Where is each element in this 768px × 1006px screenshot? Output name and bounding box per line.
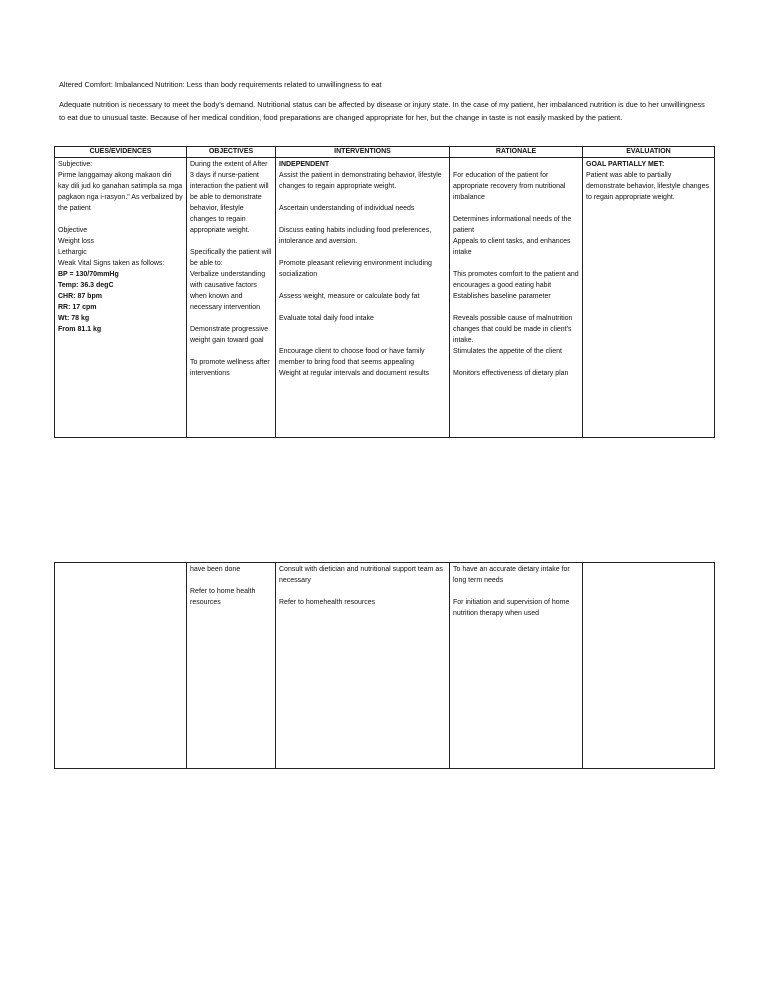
subjective-text: Pirme langgamay akong makaon diri kay dili jud ko ganahan satimpla sa mga pagkaon nga i-rasyon." As verbalized by the patient (58, 172, 183, 212)
rationale-8: Monitors effectiveness of dietary plan (453, 370, 569, 377)
intervention-7: Encourage client to choose food or have family member to bring food that seems appealing (279, 348, 425, 366)
header-evaluation: EVALUATION (583, 147, 715, 158)
rationale-cont-1: To have an accurate dietary intake for long term needs (453, 566, 570, 584)
vitals-intro: Weak Vital Signs taken as follows: (58, 260, 165, 267)
intervention-5: Assess weight, measure or calculate body fat (279, 293, 420, 300)
evaluation-cell (583, 158, 715, 438)
cues-cell-continued (55, 563, 187, 769)
objective-demonstrate: Demonstrate progressive weight gain toward goal (190, 326, 269, 344)
care-plan-table (54, 146, 715, 438)
objective-promote: To promote wellness after interventions (190, 359, 270, 377)
intervention-cont-2: Refer to homehealth resources (279, 599, 376, 606)
intervention-4: Promote pleasant relieving environment including socialization (279, 260, 432, 278)
vital-temp: Temp: 36.3 degC (58, 282, 114, 289)
cue-lethargic: Lethargic (58, 249, 87, 256)
rationale-7: Stimulates the appetite of the client (453, 348, 562, 355)
rationale-3: Appeals to client tasks, and enhances intake (453, 238, 571, 256)
table-row (55, 158, 715, 438)
rationale-1: For education of the patient for appropriate recovery from nutritional imbalance (453, 172, 566, 201)
intervention-3: Discuss eating habits including food preferences, intolerance and aversion. (279, 227, 432, 245)
vital-bp: BP = 130/70mmHg (58, 271, 119, 278)
intervention-1: Assist the patient in demonstrating behavior, lifestyle changes to regain appropriate weight. (279, 172, 442, 190)
header-cues: CUES/EVIDENCES (55, 147, 187, 158)
objective-cont-1: have been done (190, 566, 241, 573)
header-interventions: INTERVENTIONS (276, 147, 450, 158)
rationale-cell-continued (450, 563, 583, 769)
rationale-cell (450, 158, 583, 438)
rationale-5: Establishes baseline parameter (453, 293, 551, 300)
cues-cell (55, 158, 187, 438)
evaluation-cell-continued (583, 563, 715, 769)
rationale-2: Determines informational needs of the patient (453, 216, 572, 234)
interventions-independent: INDEPENDENT (279, 161, 330, 168)
objective-verbalize: Verbalize understanding with causative factors when known and necessary intervention (190, 271, 266, 311)
objective-specific: Specifically the patient will be able to: (190, 249, 272, 267)
header-rationale: RATIONALE (450, 147, 583, 158)
evaluation-label: GOAL PARTIALLY MET: (586, 161, 665, 168)
objective-main: During the extent of After 3 days if nurse-patient interaction the patient will be able to demonstrate behavior, lifestyle changes to regain appropriate weight. (190, 161, 269, 234)
interventions-cell-continued (276, 563, 450, 769)
interventions-cell (276, 158, 450, 438)
objective-label: Objective (58, 227, 88, 234)
table-header-row (55, 147, 715, 158)
header-objectives: OBJECTIVES (187, 147, 276, 158)
care-plan-title: Altered Comfort: Imbalanced Nutrition: Less than body requirements related to unwillingness to eat (59, 80, 382, 89)
intervention-cont-1: Consult with dietician and nutritional support team as necessary (279, 566, 443, 584)
cue-weight-loss: Weight loss (58, 238, 95, 245)
intervention-6: Evaluate total daily food intake (279, 315, 374, 322)
objectives-cell (187, 158, 276, 438)
table-row (55, 563, 715, 769)
intro-paragraph: Adequate nutrition is necessary to meet the body's demand. Nutritional status can be affected by disease or injury state. In the case of my patient, her imbalanced nutrition is due to her unwillingness to eat due to unusual taste. Because of her medical condition, food preparations are changed appropriate for her, but the change in taste is not easily masked by the patient. (59, 100, 705, 122)
objectives-cell-continued (187, 563, 276, 769)
vital-chr: CHR: 87 bpm (58, 293, 102, 300)
objective-cont-2: Refer to home health resources (190, 588, 256, 606)
vital-from: From 81.1 kg (58, 326, 102, 333)
subjective-label: Subjective: (58, 161, 93, 168)
intervention-2: Ascertain understanding of individual needs (279, 205, 415, 212)
care-plan-table-continued (54, 562, 715, 769)
rationale-cont-2: For initiation and supervision of home nutrition therapy when used (453, 599, 570, 617)
vital-rr: RR: 17 cpm (58, 304, 97, 311)
rationale-6: Reveals possible cause of malnutrition changes that could be made in client's intake. (453, 315, 573, 344)
evaluation-text: Patient was able to partially demonstrate behavior, lifestyle changes to regain appropriate weight. (586, 172, 709, 201)
rationale-4: This promotes comfort to the patient and encourages a good eating habit (453, 271, 579, 289)
intervention-8: Weight at regular intervals and document results (279, 370, 430, 377)
vital-wt: Wt: 78 kg (58, 315, 90, 322)
